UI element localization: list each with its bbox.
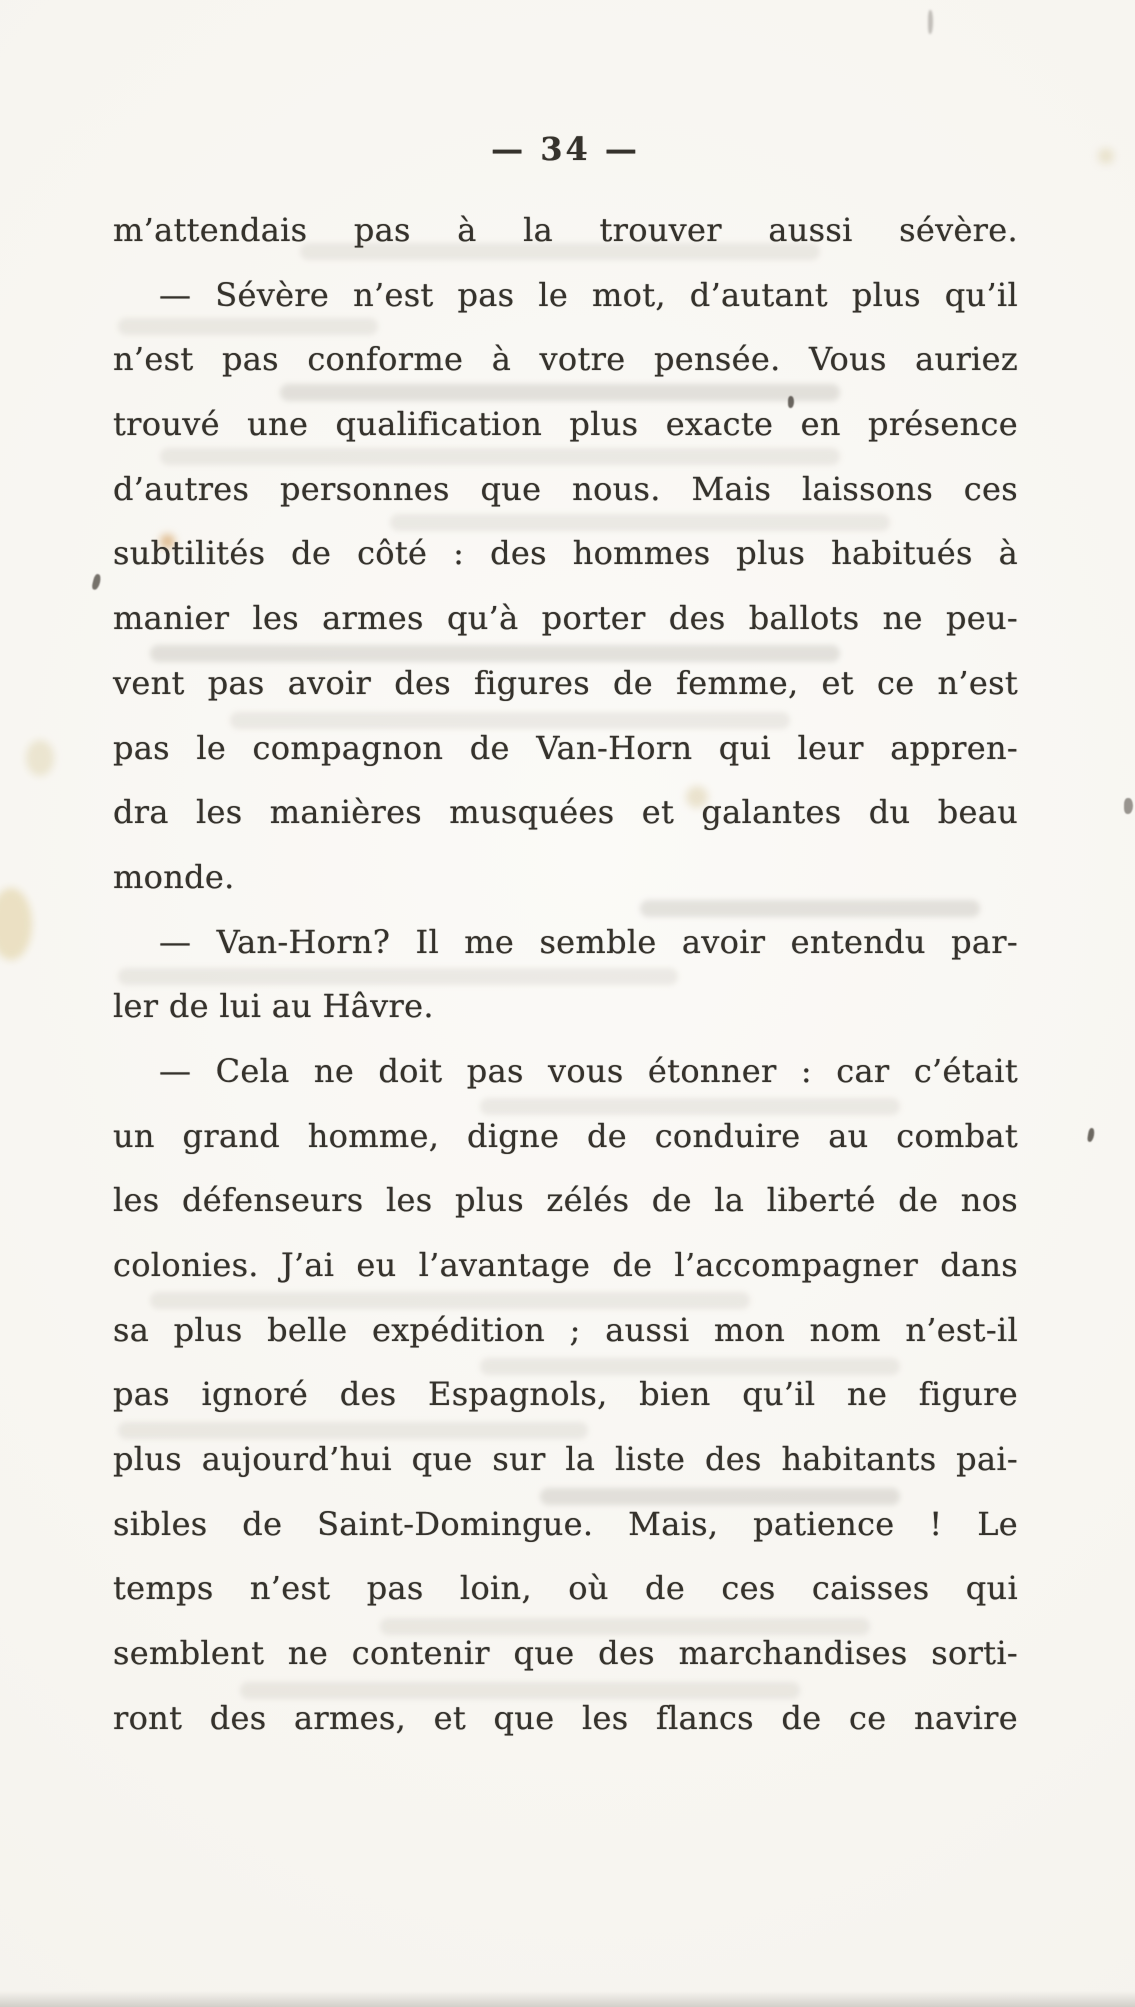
text-line: sibles de Saint-Domingue. Mais, patience ! Le bbox=[113, 1504, 1018, 1543]
text-line: n’est pas conforme à votre pensée. Vous auriez bbox=[113, 340, 1018, 379]
text-line: un grand homme, digne de conduire au combat bbox=[113, 1116, 1018, 1155]
ink-speck bbox=[91, 573, 102, 590]
paper-stain bbox=[1098, 148, 1114, 164]
text-line: m’attendais pas à la trouver aussi sévère. bbox=[113, 211, 1018, 249]
text-line: — Cela ne doit pas vous étonner : car c’était bbox=[159, 1051, 1018, 1090]
text-line: subtilités de côté : des hommes plus habitués à bbox=[113, 534, 1018, 573]
paper-stain bbox=[26, 740, 54, 776]
text-line: pas ignoré des Espagnols, bien qu’il ne figure bbox=[113, 1375, 1018, 1414]
page-text-block bbox=[113, 198, 1018, 1751]
text-line: vent pas avoir des figures de femme, et ce n’est bbox=[113, 663, 1018, 702]
ink-speck bbox=[1087, 1128, 1095, 1143]
page-number: — 34 — bbox=[491, 130, 640, 168]
ink-speck bbox=[1124, 798, 1133, 814]
text-line: temps n’est pas loin, où de ces caisses qui bbox=[113, 1569, 1018, 1608]
text-line: d’autres personnes que nous. Mais laissons ces bbox=[113, 469, 1018, 508]
text-line: les défenseurs les plus zélés de la liberté de nos bbox=[113, 1181, 1018, 1220]
text-line: sa plus belle expédition ; aussi mon nom n’est-il bbox=[113, 1310, 1018, 1349]
text-line: colonies. J’ai eu l’avantage de l’accompagner dans bbox=[113, 1246, 1018, 1284]
paper-stain bbox=[0, 888, 32, 960]
text-line: semblent ne contenir que des marchandises sorti- bbox=[113, 1634, 1018, 1673]
text-line: monde. bbox=[113, 857, 235, 896]
text-line: plus aujourd’hui que sur la liste des habitants pai- bbox=[113, 1440, 1018, 1479]
text-line: manier les armes qu’à porter des ballots ne peu- bbox=[113, 599, 1018, 638]
bottom-edge-shadow bbox=[0, 1991, 1135, 2007]
text-line: pas le compagnon de Van-Horn qui leur appren- bbox=[113, 728, 1018, 767]
text-line: trouvé une qualification plus exacte en présence bbox=[113, 405, 1018, 444]
text-line: — Sévère n’est pas le mot, d’autant plus qu’il bbox=[159, 275, 1018, 314]
text-line: dra les manières musquées et galantes du beau bbox=[113, 793, 1018, 832]
text-line: ler de lui au Hâvre. bbox=[113, 987, 434, 1026]
text-line: ront des armes, et que les flancs de ce navire bbox=[113, 1698, 1018, 1737]
ink-speck bbox=[928, 10, 933, 34]
text-line: — Van-Horn? Il me semble avoir entendu par- bbox=[159, 922, 1018, 961]
